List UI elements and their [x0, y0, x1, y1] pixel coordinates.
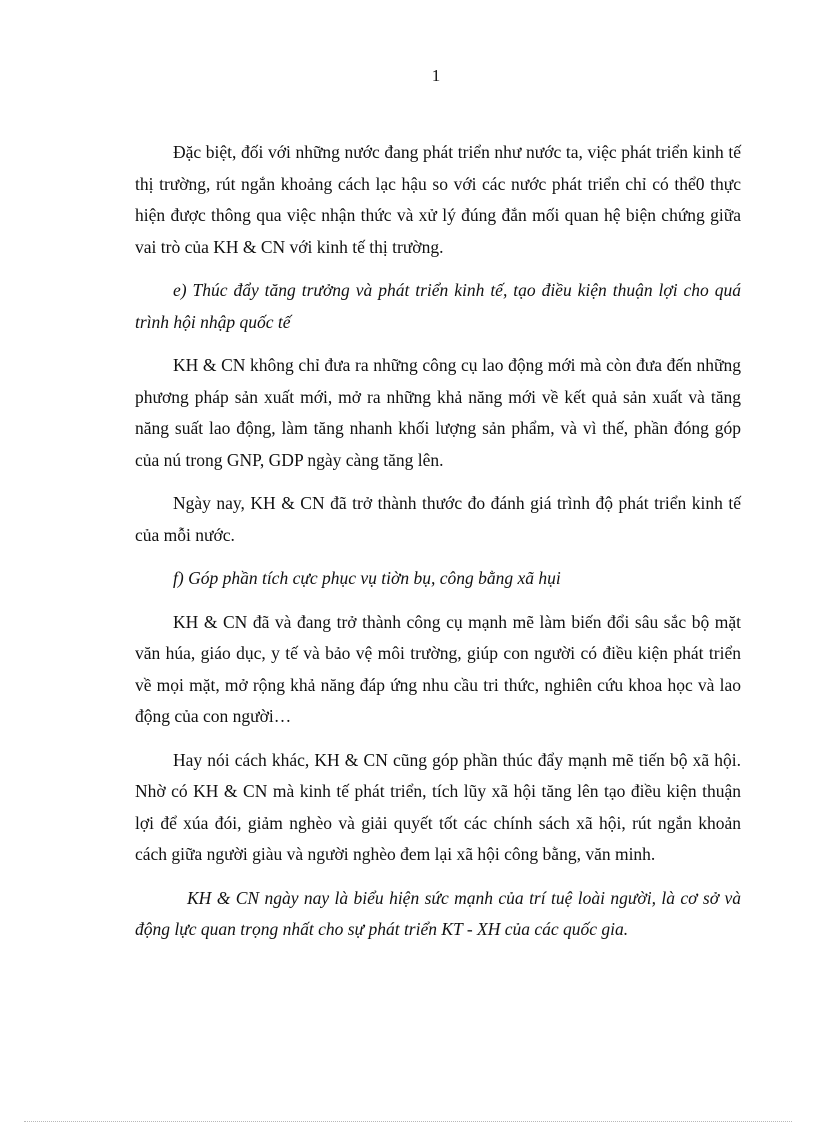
paragraph-development-measure: Ngày nay, KH & CN đã trở thành thước đo đánh giá trình độ phát triển kinh tế của mỗi nước. [135, 493, 741, 545]
section-heading-e: e) Thúc đẩy tăng trưởng và phát triển kinh tế, tạo điều kiện thuận lợi cho quá trình hội nhập quốc tế [135, 280, 741, 332]
paragraph-market-economy: Đặc biệt, đối với những nước đang phát triển như nước ta, việc phát triển kinh tế thị trường, rút ngắn khoảng cách lạc hậu so với các nước phát triển chỉ có thể0 thực hiện được thông qua việc nhận thức và xử lý đúng đắn mối quan hệ biện chứng giữa vai trò của KH & CN với kinh tế thị trường. [135, 142, 741, 257]
paragraph-social-change: KH & CN đã và đang trở thành công cụ mạnh mẽ làm biến đổi sâu sắc bộ mặt văn húa, giáo dục, y tế và bảo vệ môi trường, giúp con người có điều kiện phát triển về mọi mặt, mở rộng khả năng đáp ứng nhu cầu tri thức, nghiên cứu khoa học và lao động của con người… [135, 611, 741, 726]
document-body [135, 137, 741, 958]
page-number: 1 [431, 66, 441, 85]
paragraph-production-methods: KH & CN không chỉ đưa ra những công cụ lao động mới mà còn đưa đến những phương pháp sản xuất mới, mở ra những khả năng mới về kết quả sản xuất và tăng năng suất lao động, làm tăng nhanh khối lượng sản phẩm, và vì thế, phần đóng góp của nú trong GNP, GDP ngày càng tăng lên. [135, 355, 741, 470]
paragraph-social-progress: Hay nói cách khác, KH & CN cũng góp phần thúc đẩy mạnh mẽ tiến bộ xã hội. Nhờ có KH & CN mà kinh tế phát triển, tích lũy xã hội tăng lên tạo điều kiện thuận lợi để xúa đói, giảm nghèo và giải quyết tốt các chính sách xã hội, rút ngắn khoản cách giữa người giàu và người nghèo đem lại xã hội công bằng, văn minh. [135, 749, 741, 864]
section-heading-f: f) Góp phần tích cực phục vụ tiờn bụ, công bằng xã hụi [173, 568, 561, 588]
paragraph-conclusion: KH & CN ngày nay là biểu hiện sức mạnh của trí tuệ loài người, là cơ sở và động lực quan trọng nhất cho sự phát triển KT - XH của các quốc gia. [135, 887, 741, 939]
footer-divider [24, 1121, 792, 1122]
